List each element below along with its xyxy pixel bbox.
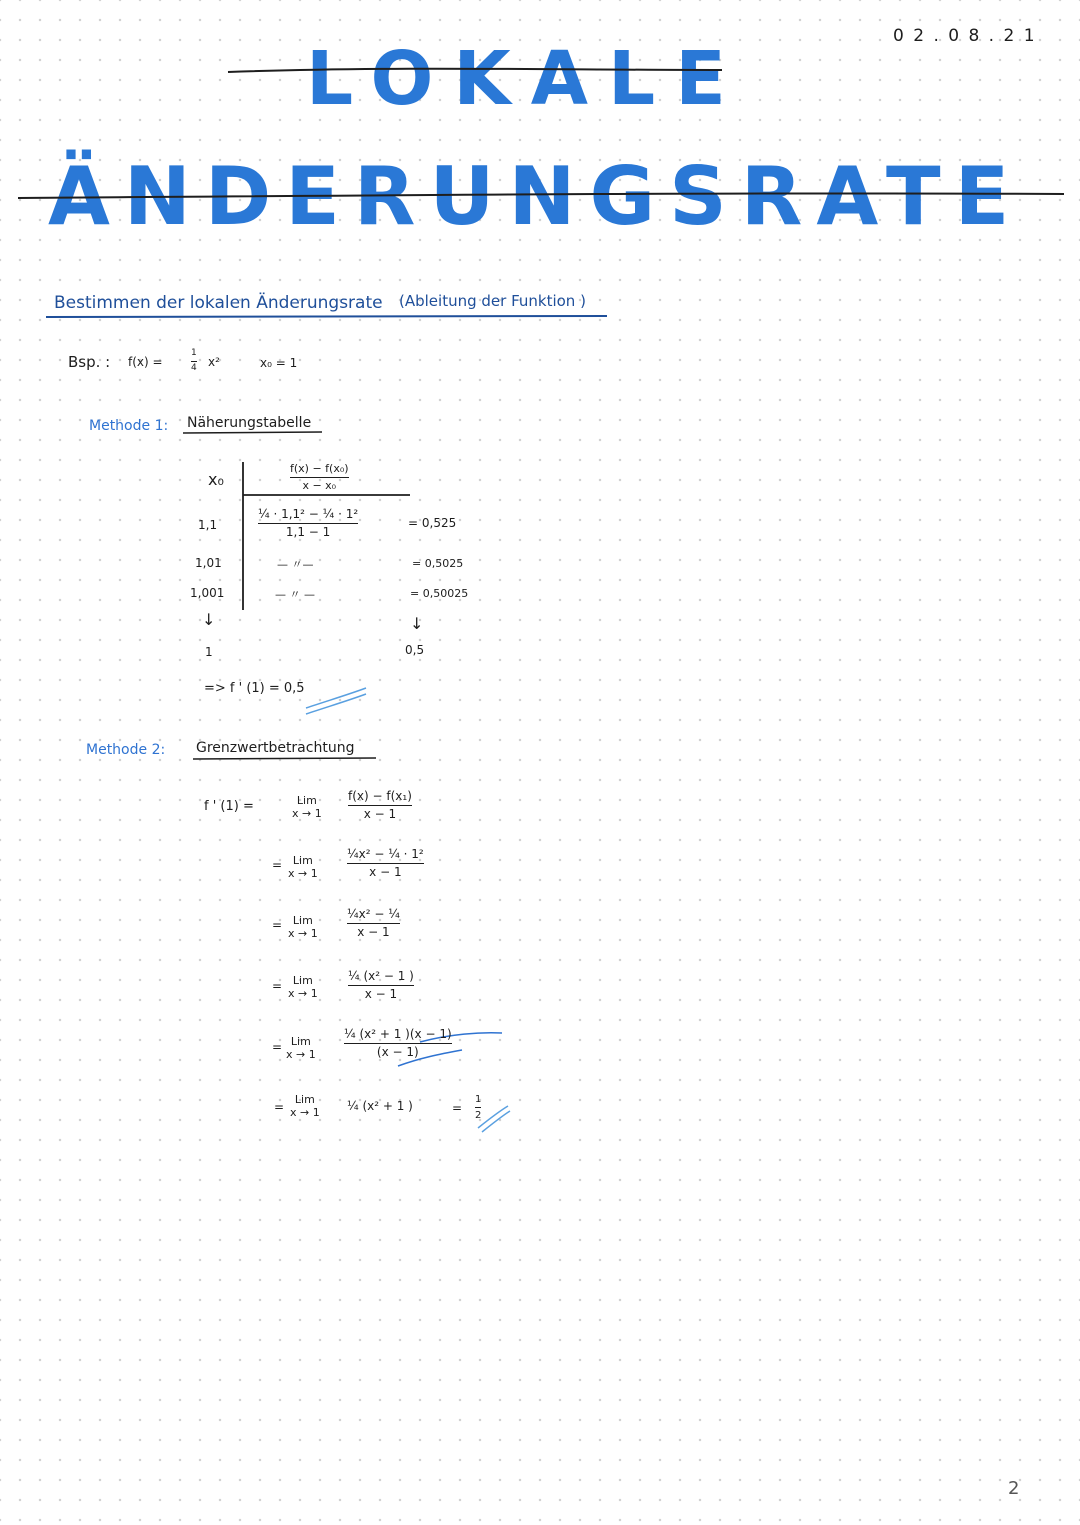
step1-quotient: f(x) − f(x₁) x − 1	[348, 789, 412, 822]
row1-quotient: ¼ · 1,1² − ¼ · 1² 1,1 − 1	[258, 507, 359, 540]
function-lhs: f(x) =	[128, 355, 163, 369]
equals-sign: =	[272, 858, 283, 872]
result-fraction: 1 2	[475, 1094, 482, 1121]
function-var: x²	[208, 355, 220, 369]
row1-x: 1,1	[198, 518, 218, 532]
row3-expr: — 〃 —	[275, 588, 315, 601]
table-col-quotient: f(x) − f(x₀) x − x₀	[290, 462, 349, 493]
row2-expr: — 〃—	[277, 558, 314, 571]
limit-result: 0,5	[405, 643, 425, 657]
row2-result: = 0,5025	[412, 557, 464, 570]
date: 0 2 . 0 8 . 2 1	[893, 26, 1037, 46]
method2-lhs: f ' (1) =	[204, 799, 254, 814]
step2-quotient: ¼x² − ¼ · 1² x − 1	[347, 847, 424, 880]
step5-quotient: ¼ (x² + 1 )(x − 1) (x − 1)	[344, 1027, 452, 1060]
step6-expression: ¼ (x² + 1 )	[347, 1099, 413, 1113]
table-col-x0: x₀	[208, 470, 224, 489]
x0-value: x₀ = 1	[260, 356, 298, 370]
method1-conclusion: => f ' (1) = 0,5	[204, 681, 305, 696]
lim-operator: Lim x → 1	[288, 914, 318, 941]
arrow-down-icon: ↓	[410, 614, 424, 633]
equals-sign: =	[274, 1100, 285, 1114]
subtitle: Bestimmen der lokalen Änderungsrate	[54, 293, 383, 313]
method2-name: Grenzwertbetrachtung	[196, 740, 355, 756]
page-number: 2	[1008, 1478, 1020, 1499]
row3-result: = 0,50025	[410, 587, 469, 600]
lim-operator: Lim x → 1	[292, 794, 322, 821]
lim-operator: Lim x → 1	[288, 974, 318, 1001]
row2-x: 1,01	[195, 556, 222, 570]
equals-sign: =	[272, 918, 283, 932]
example-label: Bsp. :	[68, 353, 111, 371]
row3-x: 1,001	[190, 586, 225, 600]
arrow-down-icon: ↓	[202, 610, 216, 629]
subtitle-note: (Ableitung der Funktion )	[399, 292, 586, 310]
limit-x: 1	[205, 645, 213, 659]
lim-operator: Lim x → 1	[288, 854, 318, 881]
equals-sign: =	[272, 979, 283, 993]
function-coefficient: 1 4	[191, 348, 197, 373]
title-line-2: ÄNDERUNGSRATE	[48, 150, 1024, 243]
result-equals: =	[452, 1101, 463, 1115]
method1-name: Näherungstabelle	[187, 415, 312, 431]
lim-operator: Lim x → 1	[290, 1093, 320, 1120]
lim-operator: Lim x → 1	[286, 1035, 316, 1062]
step4-quotient: ¼ (x² − 1 ) x − 1	[348, 969, 414, 1002]
step3-quotient: ¼x² − ¼ x − 1	[347, 907, 400, 940]
equals-sign: =	[272, 1040, 283, 1054]
title-line-1: LOKALE	[306, 36, 746, 122]
row1-result: = 0,525	[408, 516, 457, 530]
method2-label: Methode 2:	[86, 742, 166, 758]
method1-label: Methode 1:	[89, 418, 169, 434]
